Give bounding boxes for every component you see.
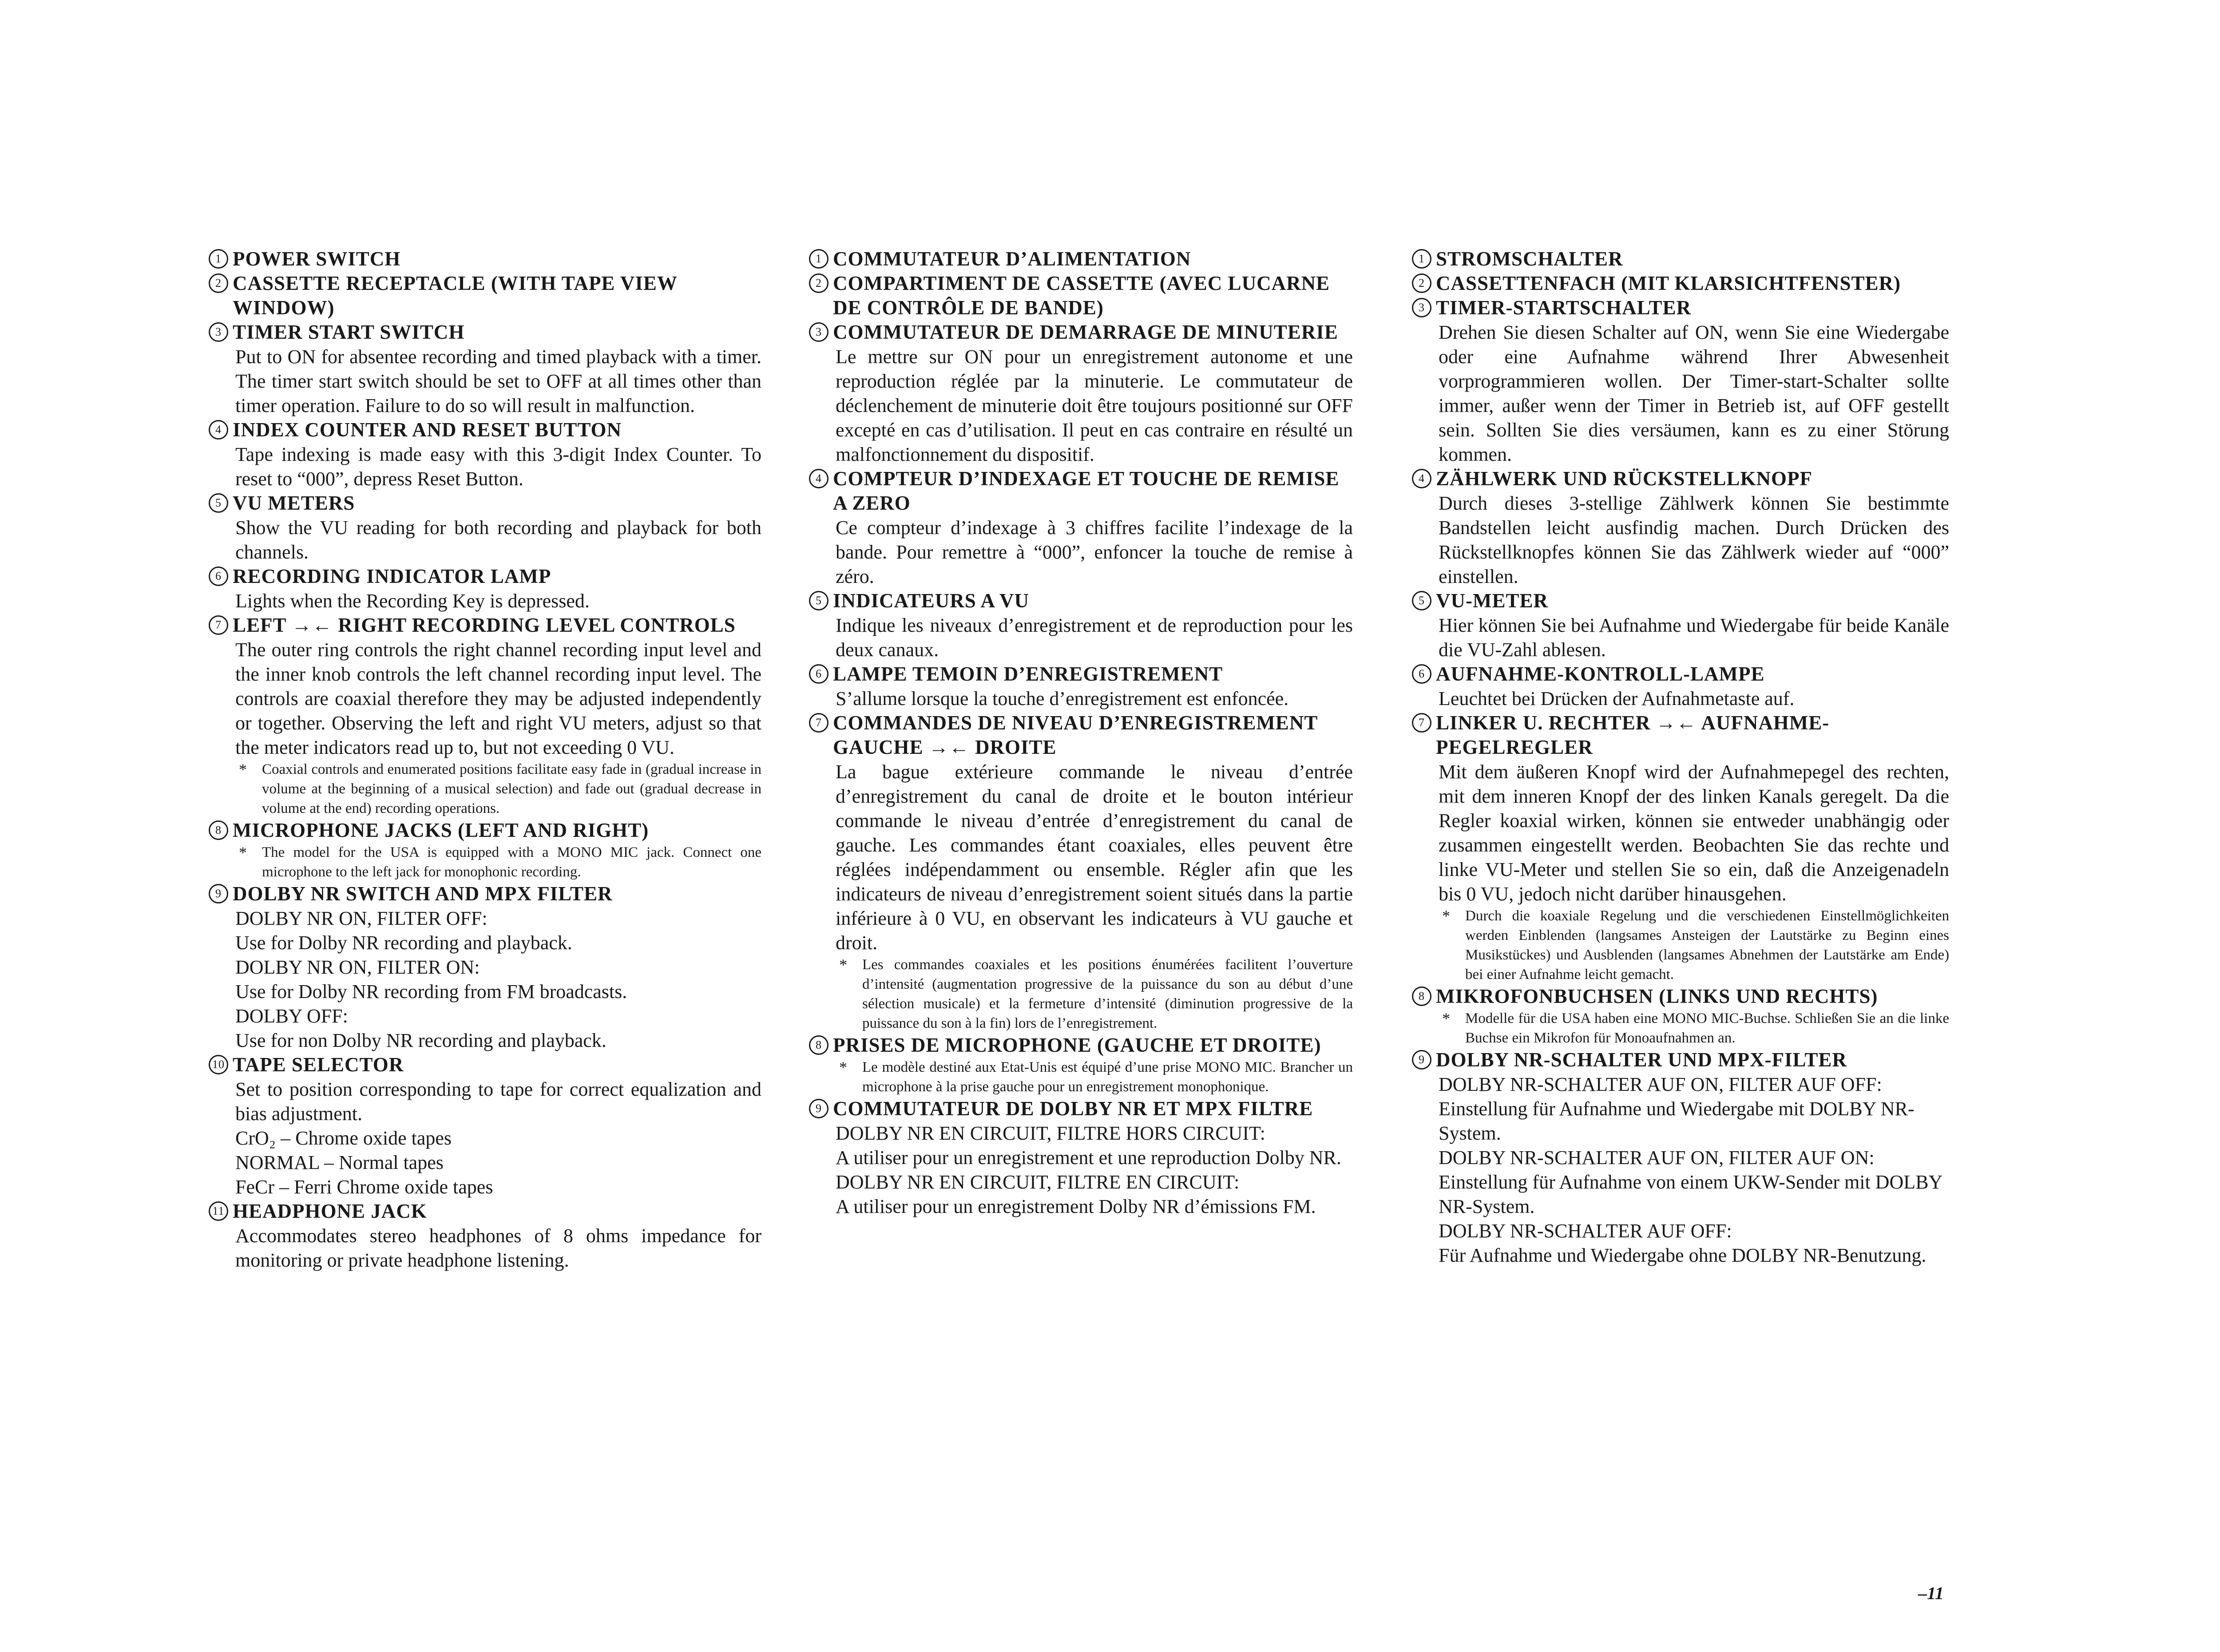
section-body: Accommodates stereo headphones of 8 ohms impedance for monitoring or private headphone listening. xyxy=(235,1225,761,1271)
section-title: COMMANDES DE NIVEAU D’ENREGISTREMENT GAUCHE →← DROITE xyxy=(833,712,1318,758)
section-body: Indique les niveaux d’enregistrement et de reproduction pour les deux canaux. xyxy=(836,614,1353,661)
section-heading xyxy=(809,1097,1353,1121)
french-column xyxy=(809,247,1353,1219)
section-item xyxy=(209,247,761,271)
section-number-badge: 4 xyxy=(809,469,829,488)
section-body: S’allume lorsque la touche d’enregistrement est enfoncée. xyxy=(836,688,1289,709)
section-line: Use for Dolby NR recording and playback. xyxy=(235,932,572,954)
section-title: COMMUTATEUR DE DOLBY NR ET MPX FILTRE xyxy=(833,1097,1313,1120)
section-item xyxy=(209,491,761,564)
section-number-badge: 6 xyxy=(1412,664,1431,684)
section-body: La bague extérieure commande le niveau d’entrée d’enregistrement du canal de droite et le bouton intérieur commande le niveau d’entrée d’enregistrement du canal de gauche. Les commandes étant coaxiales, elles peuvent être réglées indépendamment ou ensemble. Régler afin que les indicateurs de niveau d’enregistrement soient situés dans la partie inférieure à 0 VU, en observant les indicateurs à VU gauche et droit. xyxy=(836,761,1353,954)
section-title: VU-METER xyxy=(1436,590,1548,612)
section-heading xyxy=(1412,589,1949,613)
section-title: AUFNAHME-KONTROLL-LAMPE xyxy=(1436,663,1765,685)
section-heading xyxy=(1412,271,1949,296)
page-number: –11 xyxy=(1918,1583,1944,1603)
section-item xyxy=(209,564,761,613)
section-title: POWER SWITCH xyxy=(233,248,401,270)
section-heading xyxy=(209,882,761,906)
section-title: VU METERS xyxy=(233,492,355,514)
section-item xyxy=(809,662,1353,711)
section-heading xyxy=(1412,296,1949,320)
section-number-badge: 7 xyxy=(809,713,829,733)
section-number-badge: 2 xyxy=(209,273,228,293)
section-item xyxy=(1412,662,1949,711)
section-heading xyxy=(209,247,761,271)
section-body: Tape indexing is made easy with this 3-digit Index Counter. To reset to “000”, depress Reset Button. xyxy=(235,444,761,490)
section-number-badge: 9 xyxy=(209,884,228,903)
section-number-badge: 8 xyxy=(1412,986,1431,1006)
section-title: LINKER U. RECHTER →← AUFNAHME-PEGELREGLER xyxy=(1436,712,1830,758)
section-item xyxy=(809,247,1353,271)
section-heading xyxy=(809,1033,1353,1058)
section-item xyxy=(209,613,761,818)
section-heading xyxy=(1412,711,1949,760)
section-line: Für Aufnahme und Wiedergabe ohne DOLBY NR-Benutzung. xyxy=(1439,1244,1927,1266)
section-title: MICROPHONE JACKS (LEFT AND RIGHT) xyxy=(233,819,649,841)
section-number-badge: 2 xyxy=(1412,273,1431,293)
section-line: Use for non Dolby NR recording and playback. xyxy=(235,1030,607,1051)
section-title: TAPE SELECTOR xyxy=(233,1054,404,1076)
section-note: * Durch die koaxiale Regelung und die verschiedenen Einstellmöglichkeiten werden Einblenden (langsames Ansteigen der Lautstärke zu Beginn eines Musikstückes) und Ausblenden (langsames Abnehmen der Lautstärke am Ende) bei einer Aufnahme leicht gemacht. xyxy=(1439,906,1949,984)
section-number-badge: 9 xyxy=(1412,1050,1431,1070)
section-item xyxy=(1412,711,1949,984)
section-heading xyxy=(809,247,1353,271)
section-number-badge: 5 xyxy=(1412,591,1431,610)
section-number-badge: 6 xyxy=(209,567,228,586)
section-note: * The model for the USA is equipped with a MONO MIC jack. Connect one microphone to the left jack for monophonic recording. xyxy=(235,843,761,882)
section-title: RECORDING INDICATOR LAMP xyxy=(233,565,551,587)
section-line: Use for Dolby NR recording from FM broadcasts. xyxy=(235,981,627,1002)
section-title: HEADPHONE JACK xyxy=(233,1200,427,1222)
section-body: Hier können Sie bei Aufnahme und Wiedergabe für beide Kanäle die VU-Zahl ablesen. xyxy=(1439,614,1949,661)
section-number-badge: 4 xyxy=(1412,469,1431,488)
section-title: DOLBY NR SWITCH AND MPX FILTER xyxy=(233,883,613,905)
section-heading xyxy=(809,711,1353,760)
section-number-badge: 8 xyxy=(809,1035,829,1055)
section-item xyxy=(1412,467,1949,589)
section-body: Mit dem äußeren Knopf wird der Aufnahmepegel des rechten, mit dem inneren Knopf der des linken Kanals geregelt. Da die Regler koaxial wirken, können sie entweder unabhängig oder zusammen eingestellt werden. Beobachten Sie das rechte und linke VU-Meter und stellen Sie so ein, daß die Anzeigenadeln bis 0 VU, jedoch nicht darüber hinausgehen. xyxy=(1439,761,1949,905)
section-item xyxy=(1412,271,1949,296)
section-item xyxy=(209,418,761,491)
section-line: DOLBY NR-SCHALTER AUF OFF: xyxy=(1439,1220,1732,1242)
section-heading xyxy=(809,271,1353,320)
section-heading xyxy=(809,320,1353,345)
section-heading xyxy=(209,491,761,515)
german-column xyxy=(1412,247,1949,1268)
section-line: Einstellung für Aufnahme und Wiedergabe mit DOLBY NR-System. xyxy=(1439,1098,1915,1144)
section-title: LAMPE TEMOIN D’ENREGISTREMENT xyxy=(833,663,1223,685)
section-title: COMPTEUR D’INDEXAGE ET TOUCHE DE REMISE A ZERO xyxy=(833,467,1340,514)
section-item xyxy=(809,711,1353,1033)
section-title: COMPARTIMENT DE CASSETTE (AVEC LUCARNE DE CONTRÔLE DE BANDE) xyxy=(833,272,1330,319)
section-number-badge: 11 xyxy=(209,1201,228,1221)
section-line: CrO₂ – Chrome oxide tapes xyxy=(235,1127,452,1149)
section-item xyxy=(1412,984,1949,1048)
section-title: COMMUTATEUR DE DEMARRAGE DE MINUTERIE xyxy=(833,321,1338,343)
section-number-badge: 5 xyxy=(209,493,228,513)
section-title: COMMUTATEUR D’ALIMENTATION xyxy=(833,248,1191,270)
section-body: Ce compteur d’indexage à 3 chiffres facilite l’indexage de la bande. Pour remettre à “000”, enfoncer la touche de remise à zéro. xyxy=(836,517,1353,587)
english-column xyxy=(209,247,761,1272)
section-number-badge: 2 xyxy=(809,273,829,293)
section-body: Drehen Sie diesen Schalter auf ON, wenn Sie eine Wiedergabe oder eine Aufnahme während Ihrer Abwesenheit vorprogrammieren wollen. Der Timer-start-Schalter sollte immer, außer wenn der Timer in Betrieb ist, auf OFF gestellt sein. Sollten Sie dies versäumen, kann es zu einer Störung kommen. xyxy=(1439,321,1949,465)
section-heading xyxy=(1412,662,1949,686)
section-line: FeCr – Ferri Chrome oxide tapes xyxy=(235,1176,493,1198)
section-line: DOLBY OFF: xyxy=(235,1005,348,1027)
section-line: A utiliser pour un enregistrement et une reproduction Dolby NR. xyxy=(836,1147,1341,1169)
section-heading xyxy=(209,613,761,638)
section-number-badge: 4 xyxy=(209,420,228,440)
section-title: STROMSCHALTER xyxy=(1436,248,1623,270)
section-number-badge: 7 xyxy=(209,615,228,635)
section-body: Show the VU reading for both recording and playback for both channels. xyxy=(235,517,761,563)
section-item xyxy=(209,1053,761,1199)
section-heading xyxy=(1412,247,1949,271)
section-line: Einstellung für Aufnahme von einem UKW-Sender mit DOLBY NR-System. xyxy=(1439,1171,1942,1217)
section-heading xyxy=(209,818,761,843)
section-number-badge: 3 xyxy=(209,322,228,342)
section-line: DOLBY NR ON, FILTER ON: xyxy=(235,956,480,978)
section-body: Le mettre sur ON pour un enregistrement autonome et une reproduction réglée par la minuterie. Le commutateur de déclenchement de minuterie doit être toujours positionné sur OFF excepté en cas d’utilisation. Il peut en cas contraire en résulté un malfonctionnement du dispositif. xyxy=(836,346,1353,465)
section-heading xyxy=(209,320,761,345)
section-item xyxy=(1412,1048,1949,1268)
section-number-badge: 3 xyxy=(1412,298,1431,317)
section-heading xyxy=(209,1199,761,1224)
section-body: Durch dieses 3-stellige Zählwerk können Sie bestimmte Bandstellen leicht ausfindig machen. Durch Drücken des Rückstellknopfes können Sie das Zählwerk wieder auf “000” einstellen. xyxy=(1439,492,1949,587)
section-note: * Les commandes coaxiales et les positions énumérées facilitent l’ouverture d’intensité (augmentation progressive de la puissance du son au début d’une sélection musicale) et la fermeture d’intensité (diminution progressive de la puissance du son à la fin) lors de l’enregistrement. xyxy=(836,955,1353,1033)
section-number-badge: 9 xyxy=(809,1099,829,1118)
section-number-badge: 8 xyxy=(209,820,228,840)
section-line: DOLBY NR ON, FILTER OFF: xyxy=(235,907,488,929)
section-note: * Le modèle destiné aux Etat-Unis est équipé d’une prise MONO MIC. Brancher un microphone à la prise gauche pour un enregistrement monophonique. xyxy=(836,1058,1353,1097)
section-item xyxy=(1412,589,1949,662)
section-item xyxy=(209,1199,761,1272)
section-number-badge: 6 xyxy=(809,664,829,684)
section-heading xyxy=(809,467,1353,515)
section-item xyxy=(809,271,1353,320)
section-item xyxy=(809,1097,1353,1219)
section-heading xyxy=(209,418,761,442)
section-title: TIMER START SWITCH xyxy=(233,321,465,343)
section-heading xyxy=(1412,467,1949,491)
section-line: DOLBY NR EN CIRCUIT, FILTRE HORS CIRCUIT: xyxy=(836,1122,1265,1144)
section-line: NORMAL – Normal tapes xyxy=(235,1152,444,1173)
section-item xyxy=(809,1033,1353,1097)
section-title: MIKROFONBUCHSEN (LINKS UND RECHTS) xyxy=(1436,985,1878,1007)
section-title: CASSETTENFACH (MIT KLARSICHTFENSTER) xyxy=(1436,272,1901,294)
section-note: * Coaxial controls and enumerated positions facilitate easy fade in (gradual increase in volume at the beginning of a musical selection) and fade out (gradual decrease in volume at the end) recording operations. xyxy=(235,760,761,818)
section-title: CASSETTE RECEPTACLE (WITH TAPE VIEW WINDOW) xyxy=(233,272,678,319)
section-heading xyxy=(1412,984,1949,1009)
section-title: INDICATEURS A VU xyxy=(833,590,1029,612)
section-heading xyxy=(1412,1048,1949,1072)
section-line: DOLBY NR-SCHALTER AUF ON, FILTER AUF OFF: xyxy=(1439,1074,1882,1095)
section-line: DOLBY NR-SCHALTER AUF ON, FILTER AUF ON: xyxy=(1439,1147,1875,1169)
section-body: Lights when the Recording Key is depressed. xyxy=(235,590,590,612)
section-item xyxy=(209,320,761,418)
section-body: Set to position corresponding to tape for correct equalization and bias adjustment. xyxy=(235,1078,761,1125)
section-heading xyxy=(209,564,761,589)
section-body: Leuchtet bei Drücken der Aufnahmetaste auf. xyxy=(1439,688,1795,709)
section-body: Put to ON for absentee recording and timed playback with a timer. The timer start switch should be set to OFF at all times other than timer operation. Failure to do so will result in malfunction. xyxy=(235,346,761,416)
section-note: * Modelle für die USA haben eine MONO MIC-Buchse. Schließen Sie an die linke Buchse ein Mikrofon für Monoaufnahmen an. xyxy=(1439,1009,1949,1048)
section-number-badge: 3 xyxy=(809,322,829,342)
section-item xyxy=(1412,296,1949,467)
section-heading xyxy=(209,271,761,320)
section-item xyxy=(1412,247,1949,271)
section-item xyxy=(809,589,1353,662)
section-item xyxy=(209,882,761,1053)
section-number-badge: 1 xyxy=(1412,249,1431,269)
section-item xyxy=(209,271,761,320)
section-line: A utiliser pour un enregistrement Dolby NR d’émissions FM. xyxy=(836,1196,1316,1217)
section-item xyxy=(809,320,1353,467)
section-number-badge: 1 xyxy=(809,249,829,269)
section-title: ZÄHLWERK UND RÜCKSTELLKNOPF xyxy=(1436,467,1812,490)
section-item xyxy=(809,467,1353,589)
section-line: DOLBY NR EN CIRCUIT, FILTRE EN CIRCUIT: xyxy=(836,1171,1240,1193)
section-title: PRISES DE MICROPHONE (GAUCHE ET DROITE) xyxy=(833,1034,1321,1056)
section-heading xyxy=(809,589,1353,613)
section-heading xyxy=(209,1053,761,1077)
section-heading xyxy=(809,662,1353,686)
section-number-badge: 1 xyxy=(209,249,228,269)
section-number-badge: 10 xyxy=(209,1055,228,1074)
section-item xyxy=(209,818,761,882)
section-title: DOLBY NR-SCHALTER UND MPX-FILTER xyxy=(1436,1049,1847,1071)
section-number-badge: 5 xyxy=(809,591,829,610)
section-title: TIMER-STARTSCHALTER xyxy=(1436,297,1692,319)
section-title: LEFT →← RIGHT RECORDING LEVEL CONTROLS xyxy=(233,614,736,636)
section-body: The outer ring controls the right channel recording input level and the inner knob controls the left channel recording input level. The controls are coaxial therefore they may be adjusted independently or together. Observing the left and right VU meters, adjust so that the meter indicators read up to, but not exceeding 0 VU. xyxy=(235,639,761,758)
section-number-badge: 7 xyxy=(1412,713,1431,733)
section-title: INDEX COUNTER AND RESET BUTTON xyxy=(233,419,622,441)
